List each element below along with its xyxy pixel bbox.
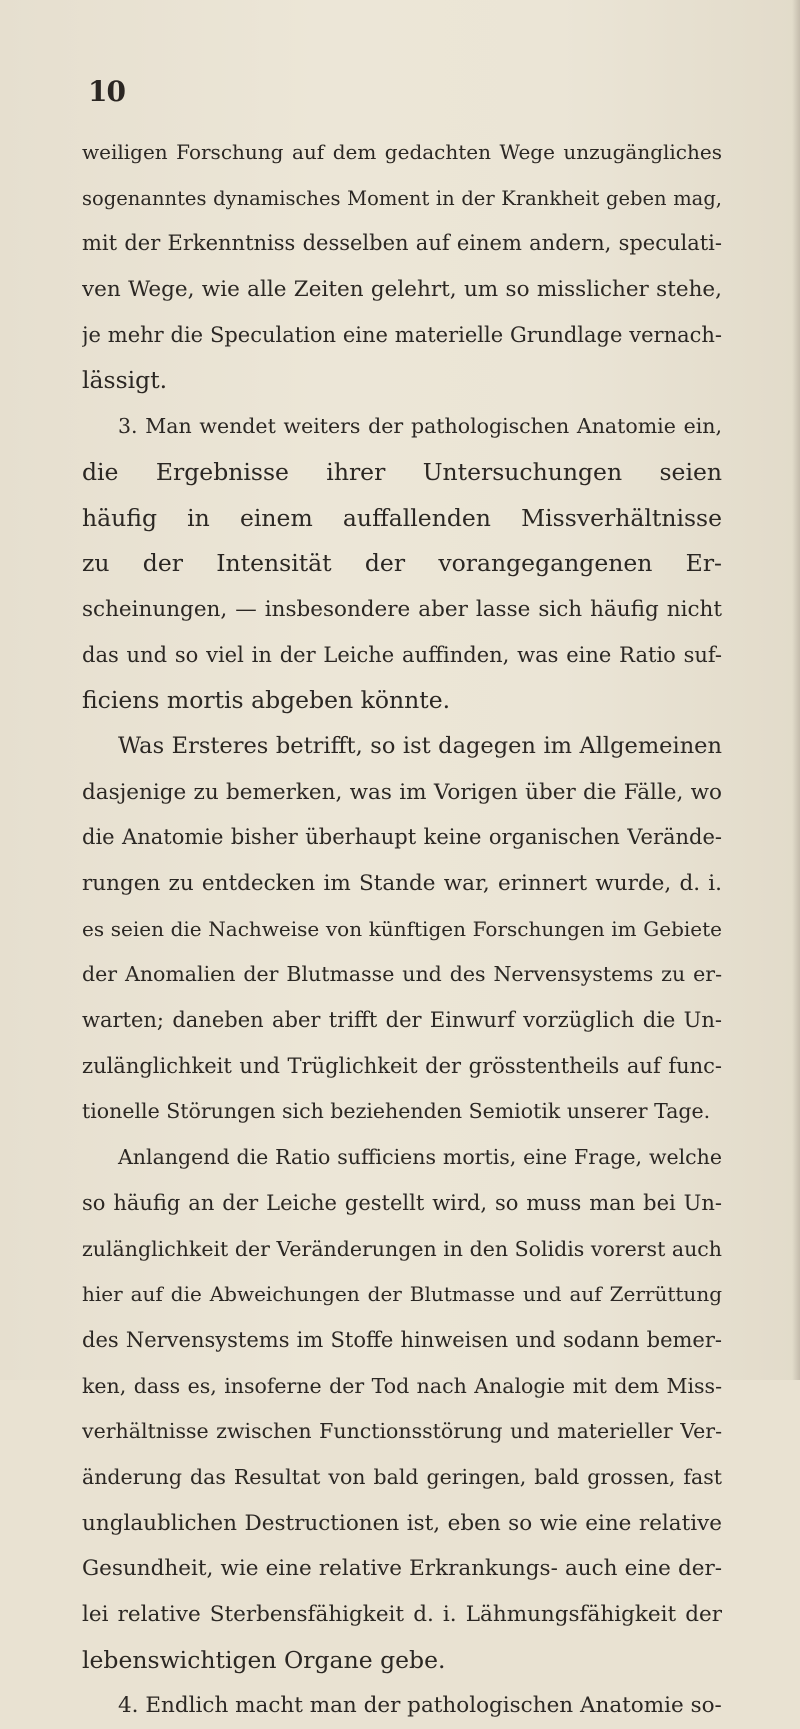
page-number: 10 bbox=[88, 75, 125, 108]
text-line: 4. Endlich macht man der pathologischen Anatomie so- bbox=[118, 1693, 722, 1719]
text-line: häufig in einem auffallenden Missverhältnisse bbox=[82, 503, 722, 532]
text-line: 3. Man wendet weiters der pathologischen Anatomie ein, bbox=[118, 414, 722, 439]
text-line: zulänglichkeit und Trüglichkeit der grösstentheils auf func- bbox=[82, 1053, 722, 1078]
text-line: Was Ersteres betrifft, so ist dagegen im Allgemeinen bbox=[118, 732, 722, 759]
text-line: tionelle Störungen sich beziehenden Semiotik unserer Tage. bbox=[82, 1099, 711, 1124]
text-line: je mehr die Speculation eine materielle Grundlage vernach- bbox=[82, 322, 722, 347]
text-line: so häufig an der Leiche gestellt wird, so muss man bei Un- bbox=[82, 1190, 722, 1215]
text-line: zulänglichkeit der Veränderungen in den Solidis vorerst auch bbox=[82, 1236, 722, 1261]
text-line: Gesundheit, wie eine relative Erkrankungs- auch eine der- bbox=[82, 1556, 722, 1582]
text-line: ven Wege, wie alle Zeiten gelehrt, um so misslicher stehe, bbox=[82, 277, 722, 303]
text-line: warten; daneben aber trifft der Einwurf vorzüglich die Un- bbox=[82, 1008, 722, 1033]
text-line: verhältnisse zwischen Functionsstörung und materieller Ver- bbox=[82, 1419, 722, 1444]
text-line: hier auf die Abweichungen der Blutmasse und auf Zerrüttung bbox=[82, 1282, 722, 1307]
body-text bbox=[82, 130, 722, 1729]
text-line: der Anomalien der Blutmasse und des Nervensystems zu er- bbox=[82, 962, 722, 987]
text-line: zu der Intensität der vorangegangenen Er- bbox=[82, 549, 722, 578]
text-line: ficiens mortis abgeben könnte. bbox=[82, 686, 451, 715]
text-line: lässigt. bbox=[82, 366, 168, 395]
text-line: das und so viel in der Leiche auffinden, was eine Ratio suf- bbox=[82, 642, 722, 667]
text-line: dasjenige zu bemerken, was im Vorigen über die Fälle, wo bbox=[82, 779, 722, 805]
text-line: sogenanntes dynamisches Moment in der Krankheit geben mag, bbox=[82, 186, 722, 210]
text-line: änderung das Resultat von bald geringen, bald grossen, fast bbox=[82, 1464, 722, 1489]
text-line: unglaublichen Destructionen ist, eben so wie eine relative bbox=[82, 1510, 722, 1536]
text-line: scheinungen, — insbesondere aber lasse sich häufig nicht bbox=[82, 596, 722, 622]
text-line: Anlangend die Ratio sufficiens mortis, eine Frage, welche bbox=[118, 1145, 722, 1170]
text-line: des Nervensystems im Stoffe hinweisen und sodann bemer- bbox=[82, 1327, 722, 1352]
text-line: lei relative Sterbensfähigkeit d. i. Lähmungsfähigkeit der bbox=[82, 1602, 722, 1627]
text-line: rungen zu entdecken im Stande war, erinnert wurde, d. i. bbox=[82, 871, 722, 896]
text-line: lebenswichtigen Organe gebe. bbox=[82, 1645, 446, 1674]
text-line: die Ergebnisse ihrer Untersuchungen seien bbox=[82, 457, 722, 486]
text-line: die Anatomie bisher überhaupt keine organischen Verände- bbox=[82, 825, 722, 850]
text-line: weiligen Forschung auf dem gedachten Wege unzugängliches bbox=[82, 140, 722, 164]
text-line: mit der Erkenntniss desselben auf einem andern, speculati- bbox=[82, 231, 722, 256]
text-line: ken, dass es, insoferne der Tod nach Analogie mit dem Miss- bbox=[82, 1373, 722, 1398]
text-line: es seien die Nachweise von künftigen Forschungen im Gebiete bbox=[82, 916, 722, 941]
